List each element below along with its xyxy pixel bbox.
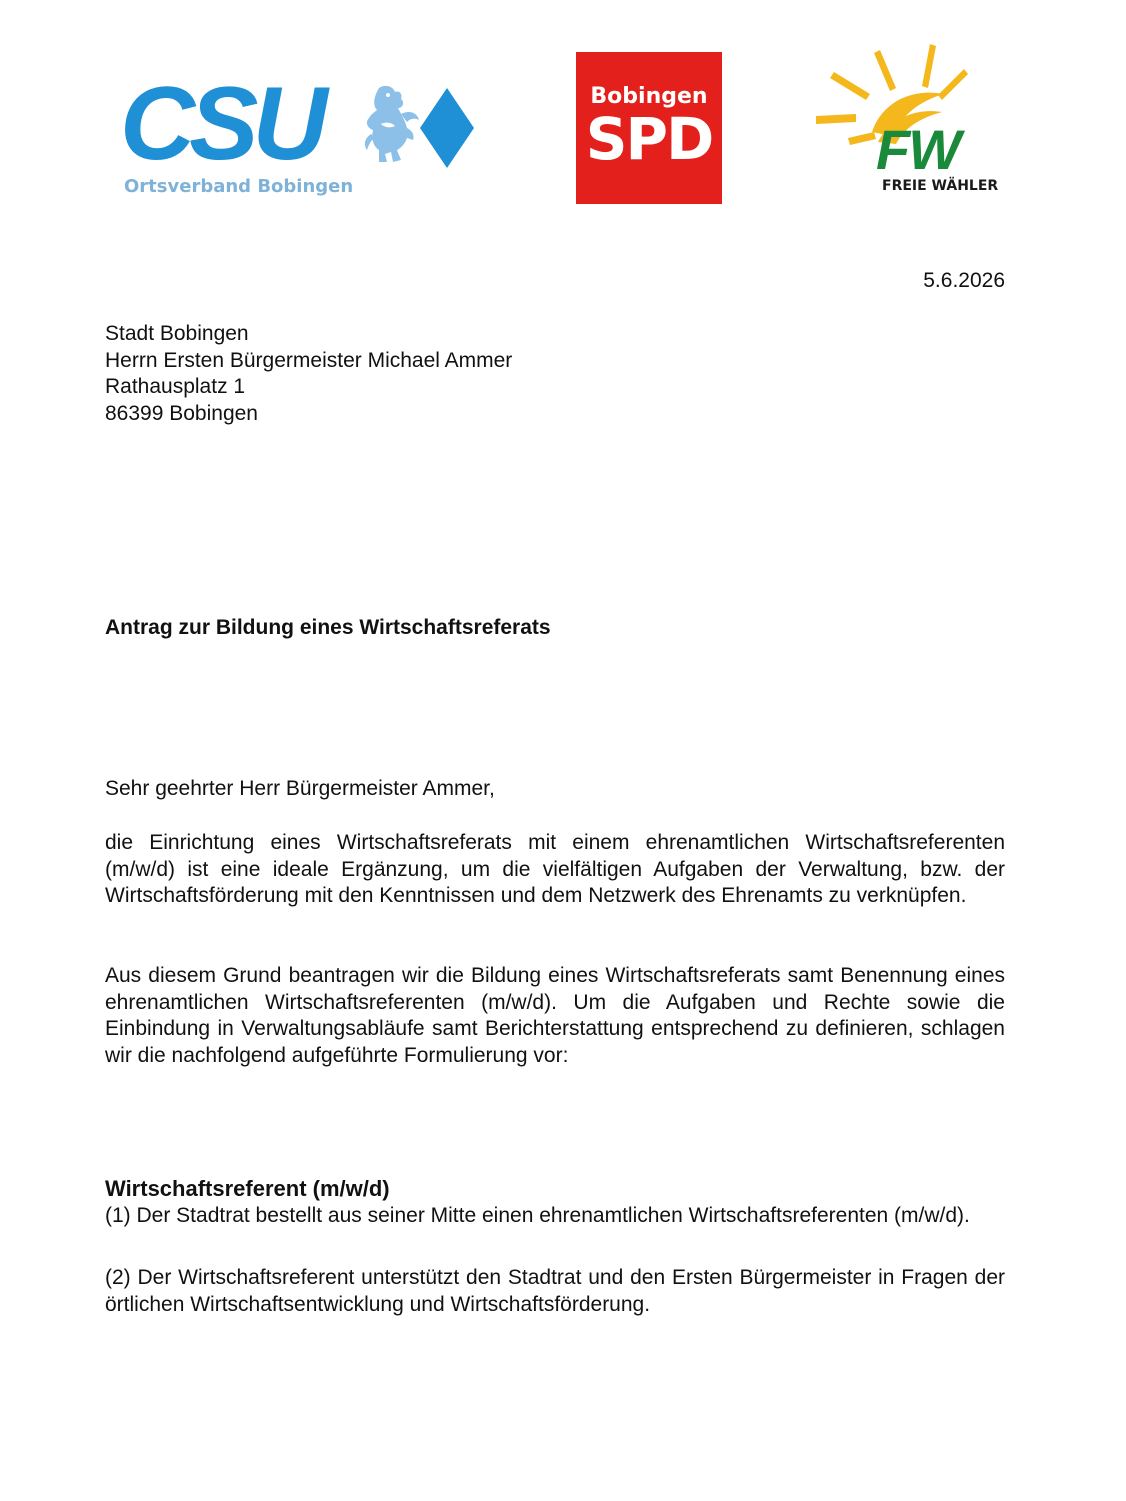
letter-date: 5.6.2026	[923, 269, 1005, 292]
recipient-line: Stadt Bobingen	[105, 322, 249, 345]
recipient-line: 86399 Bobingen	[105, 401, 258, 425]
spd-top-line: Bobingen	[590, 84, 708, 109]
recipient-address	[105, 321, 512, 427]
section-heading: Wirtschaftsreferent (m/w/d)	[105, 1176, 390, 1201]
lion-icon	[361, 84, 423, 166]
fw-subline: FREIE WÄHLER	[882, 178, 999, 194]
fw-wordmark: FW	[876, 118, 960, 181]
fw-logo	[812, 44, 1008, 204]
salutation: Sehr geehrter Herr Bürgermeister Ammer,	[105, 777, 495, 800]
letter-subject: Antrag zur Bildung eines Wirtschaftsreferats	[105, 616, 551, 639]
recipient-line: Rathausplatz 1	[105, 375, 246, 398]
csu-subline: Ortsverband Bobingen	[124, 176, 354, 197]
section-item: (1) Der Stadtrat bestellt aus seiner Mitte einen ehrenamtlichen Wirtschaftsreferenten (m/w/d).	[105, 1204, 970, 1227]
spd-logo	[576, 52, 722, 204]
csu-logo	[118, 66, 478, 208]
section-item: (2) Der Wirtschaftsreferent unterstützt den Stadtrat und den Ersten Bürgermeister in Fragen der örtlichen Wirtschaftsentwicklung und Wirtschaftsförderung.	[105, 1266, 1005, 1316]
csu-wordmark: CSU	[120, 66, 322, 182]
diamond-icon	[418, 86, 476, 170]
body-paragraph: Aus diesem Grund beantragen wir die Bildung eines Wirtschaftsreferats samt Benennung eines ehrenamtlichen Wirtschaftsreferenten (m/w/d). Um die Aufgaben und Rechte sowie die Einbindung in Verwaltungsabläufe samt Berichterstattung entsprechend zu definieren, schlagen wir die nachfolgend aufgeführte Formulierung vor:	[105, 964, 1005, 1067]
spd-wordmark: SPD	[585, 105, 713, 173]
recipient-line: Herrn Ersten Bürgermeister Michael Ammer	[105, 348, 513, 372]
body-paragraph: die Einrichtung eines Wirtschaftsreferats mit einem ehrenamtlichen Wirtschaftsreferenten (m/w/d) ist eine ideale Ergänzung, um die vielfältigen Aufgaben der Verwaltung, bzw. der Wirtschaftsförderung mit den Kenntnissen und dem Netzwerk des Ehrenamts zu verknüpfen.	[105, 831, 1005, 907]
